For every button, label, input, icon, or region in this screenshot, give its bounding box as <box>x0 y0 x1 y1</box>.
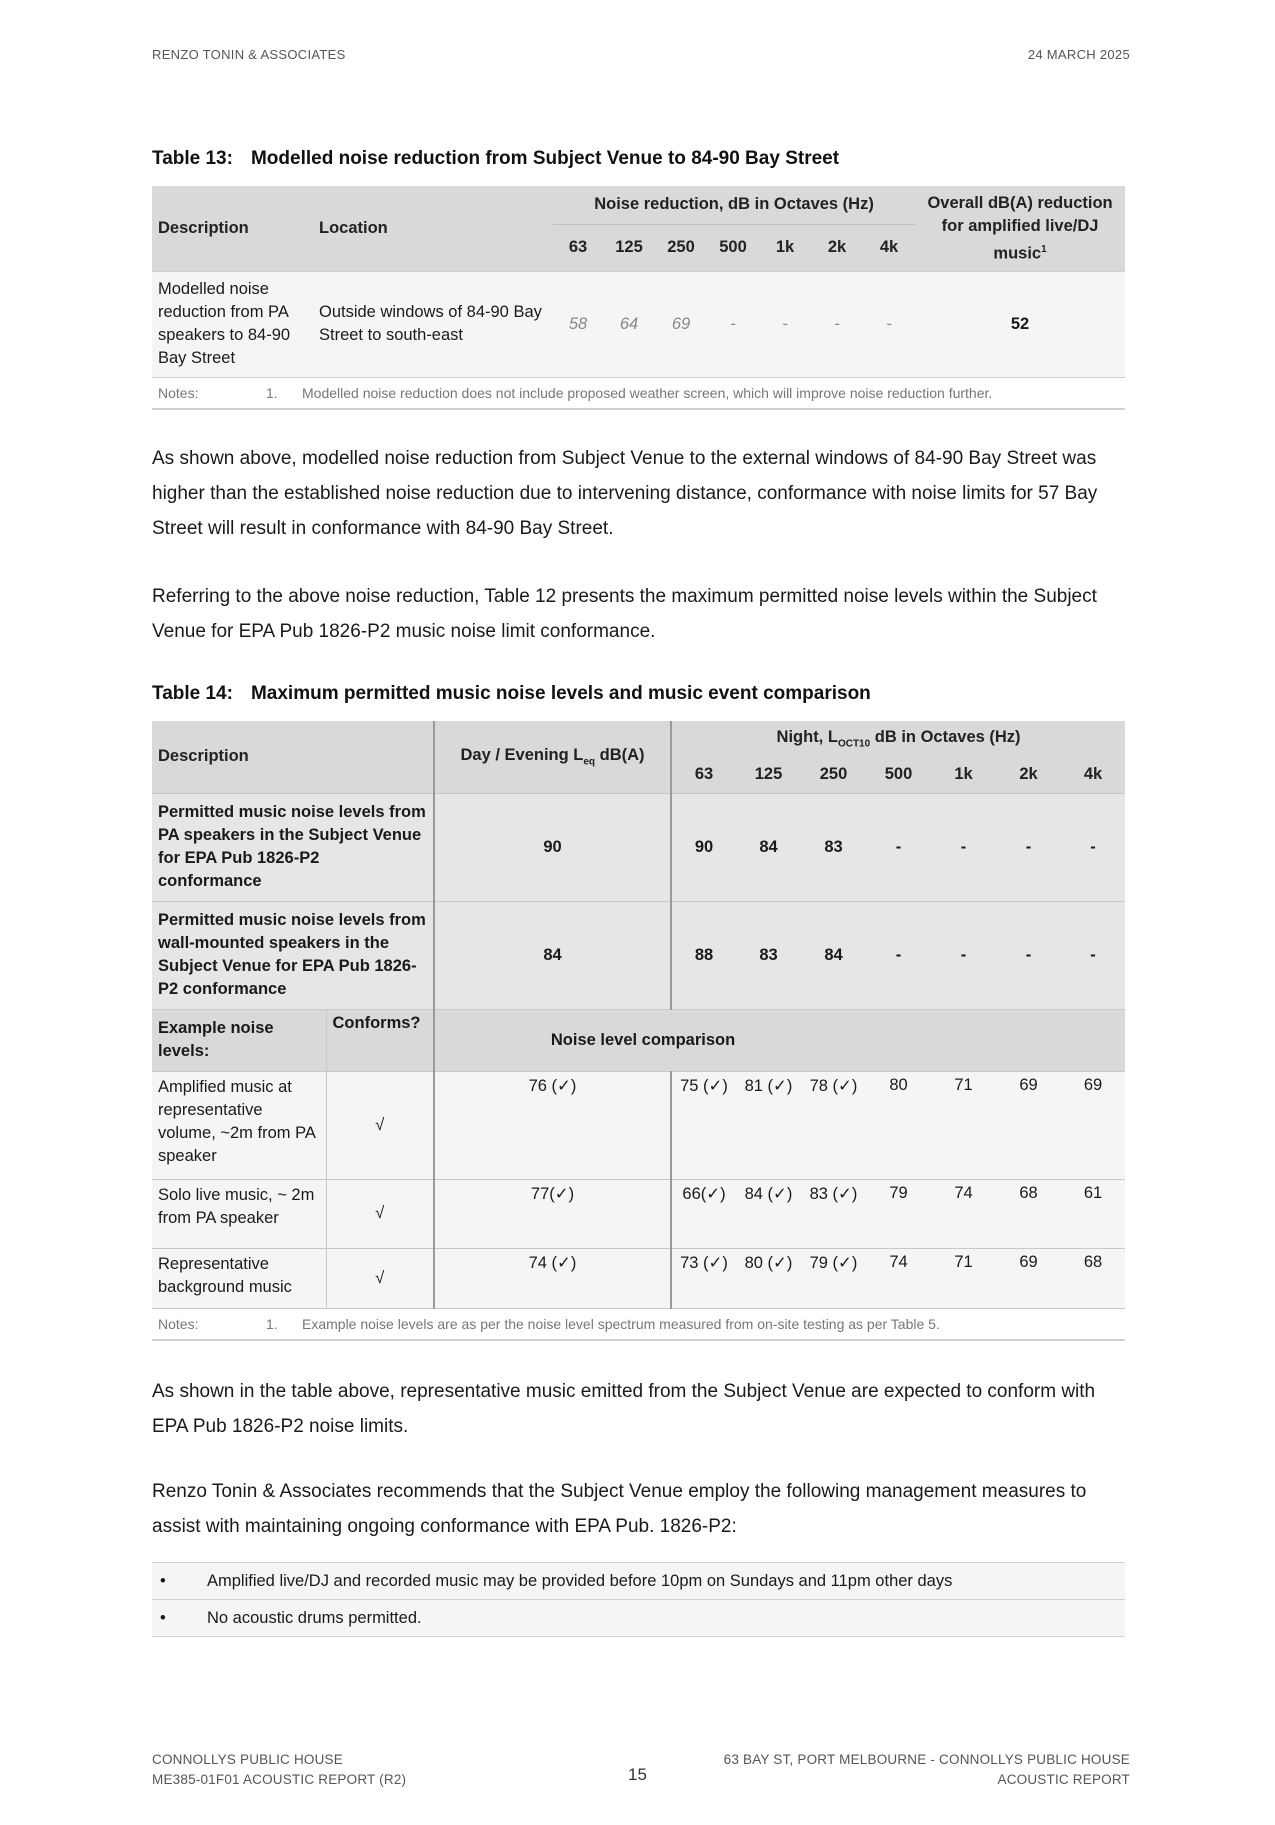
t14-header-night-unit: dB in Octaves (Hz) <box>870 727 1021 746</box>
t14-example-63: 73 (✓) <box>671 1248 736 1308</box>
t14-band-250: 250 <box>801 756 866 793</box>
t13-band-2k: 2k <box>811 224 863 271</box>
t14-band-4k: 4k <box>1061 756 1125 793</box>
bullet-icon: • <box>160 1608 166 1627</box>
paragraph-2: Referring to the above noise reduction, Table 12 presents the maximum permitted noise levels within the Subject Venue for EPA Pub 1826-P2 music noise limit conformance. <box>152 586 1097 642</box>
t14-permitted-63: 88 <box>671 901 736 1009</box>
t13-notes <box>152 377 1125 409</box>
t14-example-250: 78 (✓) <box>801 1071 866 1179</box>
t13-band-250: 250 <box>655 224 707 271</box>
t13-value-2k: - <box>811 271 863 377</box>
bullet-icon: • <box>160 1571 166 1590</box>
t14-header-day-unit: dB(A) <box>595 746 645 765</box>
t14-example-day: 74 (✓) <box>434 1248 671 1308</box>
t14-permitted-description: Permitted music noise levels from PA speakers in the Subject Venue for EPA Pub 1826-P2 conformance <box>152 793 434 901</box>
t14-header-night <box>671 721 1125 756</box>
t14-example-description: Representative background music <box>152 1248 326 1308</box>
t14-example-4k: 61 <box>1061 1179 1125 1248</box>
t14-header-day-text: Day / Evening L <box>460 746 584 765</box>
t14-example-1k: 71 <box>931 1071 996 1179</box>
table-row <box>152 1179 1125 1248</box>
t14-note-number: 1. <box>266 1315 278 1332</box>
t14-example-day: 77(✓) <box>434 1179 671 1248</box>
table13 <box>152 186 1125 410</box>
t13-value-63: 58 <box>553 271 603 377</box>
footer-address: 63 BAY ST, PORT MELBOURNE - CONNOLLYS PUBLIC HOUSE <box>723 1752 1130 1767</box>
t13-band-125: 125 <box>603 224 655 271</box>
page-header-date: 24 MARCH 2025 <box>1027 47 1130 62</box>
t14-permitted-250: 84 <box>801 901 866 1009</box>
table14 <box>152 721 1125 1341</box>
t14-notes-label: Notes: <box>158 1315 199 1332</box>
t13-band-4k: 4k <box>863 224 915 271</box>
t14-example-day: 76 (✓) <box>434 1071 671 1179</box>
t14-permitted-day: 84 <box>434 901 671 1009</box>
table-row <box>152 1248 1125 1308</box>
t14-permitted-description: Permitted music noise levels from wall-mounted speakers in the Subject Venue for EPA Pub 1826-P2 conformance <box>152 901 434 1009</box>
t14-example-500: 80 <box>866 1071 931 1179</box>
table-row <box>152 271 1125 377</box>
t14-example-description: Solo live music, ~ 2m from PA speaker <box>152 1179 326 1248</box>
list-item <box>152 1562 1125 1599</box>
t13-header-description: Description <box>152 186 313 271</box>
t13-notes-label: Notes: <box>158 384 199 401</box>
t14-band-125: 125 <box>736 756 801 793</box>
t13-band-63: 63 <box>553 224 603 271</box>
t14-permitted-500: - <box>866 793 931 901</box>
t13-header-location: Location <box>313 186 553 271</box>
page-header-company: RENZO TONIN & ASSOCIATES <box>152 47 346 62</box>
t14-permitted-125: 84 <box>736 793 801 901</box>
footer-report-id: ME385-01F01 ACOUSTIC REPORT (R2) <box>152 1772 407 1787</box>
footer-left <box>152 1750 406 1790</box>
t13-value-4k: - <box>863 271 915 377</box>
t14-permitted-2k: - <box>996 901 1061 1009</box>
t14-permitted-4k: - <box>1061 793 1125 901</box>
t13-header-band-group: Noise reduction, dB in Octaves (Hz) <box>553 186 915 224</box>
t13-value-1k: - <box>759 271 811 377</box>
t14-permitted-250: 83 <box>801 793 866 901</box>
t13-note-number: 1. <box>266 384 278 401</box>
table13-caption: Modelled noise reduction from Subject Venue to 84-90 Bay Street <box>250 148 840 169</box>
t13-header-overall <box>915 186 1125 271</box>
paragraph-3: As shown in the table above, representative music emitted from the Subject Venue are expected to conform with EPA Pub 1826-P2 noise limits. <box>152 1381 1096 1437</box>
list-item <box>152 1599 1125 1637</box>
t14-example-500: 74 <box>866 1248 931 1308</box>
t13-value-125: 64 <box>603 271 655 377</box>
table14-number: Table 14: <box>152 683 233 704</box>
t14-example-conforms: √ <box>326 1071 434 1179</box>
t14-permitted-500: - <box>866 901 931 1009</box>
table14-caption: Maximum permitted music noise levels and music event comparison <box>250 683 871 704</box>
t14-example-conforms: √ <box>326 1248 434 1308</box>
t13-band-1k: 1k <box>759 224 811 271</box>
t14-example-250: 83 (✓) <box>801 1179 866 1248</box>
t13-band-500: 500 <box>707 224 759 271</box>
t14-example-125: 81 (✓) <box>736 1071 801 1179</box>
t14-example-500: 79 <box>866 1179 931 1248</box>
t14-example-2k: 69 <box>996 1071 1061 1179</box>
t14-example-description: Amplified music at representative volume, ~2m from PA speaker <box>152 1071 326 1179</box>
t14-permitted-63: 90 <box>671 793 736 901</box>
table13-title <box>152 148 839 170</box>
t13-value-500: - <box>707 271 759 377</box>
t14-header-description: Description <box>152 721 434 793</box>
t14-example-250: 79 (✓) <box>801 1248 866 1308</box>
t14-band-500: 500 <box>866 756 931 793</box>
t13-value-250: 69 <box>655 271 707 377</box>
table-row <box>152 793 1125 901</box>
t14-example-2k: 69 <box>996 1248 1061 1308</box>
t14-permitted-1k: - <box>931 793 996 901</box>
t14-header-night-text: Night, L <box>776 727 838 746</box>
footer-project: CONNOLLYS PUBLIC HOUSE <box>152 1752 343 1767</box>
t14-permitted-1k: - <box>931 901 996 1009</box>
t13-note-text: Modelled noise reduction does not include proposed weather screen, which will improve noise reduction further. <box>302 384 993 401</box>
t14-permitted-125: 83 <box>736 901 801 1009</box>
t13-header-overall-sup: 1 <box>1041 243 1047 255</box>
t14-subheader-conforms: Conforms? <box>326 1009 434 1071</box>
paragraph-4: Renzo Tonin & Associates recommends that the Subject Venue employ the following management measures to assist with maintaining ongoing conformance with EPA Pub. 1826-P2: <box>152 1481 1087 1537</box>
page-number: 15 <box>628 1765 647 1784</box>
footer-report-type: ACOUSTIC REPORT <box>997 1772 1130 1787</box>
footer-right <box>724 1750 1130 1790</box>
t14-example-63: 75 (✓) <box>671 1071 736 1179</box>
table-row <box>152 1071 1125 1179</box>
t14-band-2k: 2k <box>996 756 1061 793</box>
measures-list <box>152 1562 1125 1637</box>
t14-subheader-comparison: Noise level comparison <box>434 1009 1125 1071</box>
t13-header-overall-text: Overall dB(A) reduction for amplified live/DJ music <box>927 193 1113 262</box>
t14-note-text: Example noise levels are as per the noise level spectrum measured from on-site testing as per Table 5. <box>302 1315 940 1332</box>
t14-header-day-sub: eq <box>583 756 596 768</box>
t14-example-4k: 68 <box>1061 1248 1125 1308</box>
t14-band-63: 63 <box>671 756 736 793</box>
t14-subheader <box>152 1009 1125 1071</box>
t14-permitted-2k: - <box>996 793 1061 901</box>
t14-example-2k: 68 <box>996 1179 1061 1248</box>
table14-title <box>152 683 871 705</box>
t14-header-day <box>434 721 671 793</box>
t14-example-4k: 69 <box>1061 1071 1125 1179</box>
t14-band-1k: 1k <box>931 756 996 793</box>
t14-header-night-sub: OCT10 <box>837 738 871 750</box>
t14-permitted-4k: - <box>1061 901 1125 1009</box>
t13-row-description: Modelled noise reduction from PA speakers to 84-90 Bay Street <box>152 271 313 377</box>
table-row <box>152 901 1125 1009</box>
t14-example-1k: 74 <box>931 1179 996 1248</box>
t14-example-125: 84 (✓) <box>736 1179 801 1248</box>
t13-row-location: Outside windows of 84-90 Bay Street to south-east <box>313 271 553 377</box>
t14-example-125: 80 (✓) <box>736 1248 801 1308</box>
t14-subheader-example: Example noise levels: <box>152 1009 326 1071</box>
t14-notes <box>152 1308 1125 1340</box>
list-item-text: No acoustic drums permitted. <box>207 1608 422 1627</box>
t13-value-overall: 52 <box>915 271 1125 377</box>
t14-example-conforms: √ <box>326 1179 434 1248</box>
t14-example-1k: 71 <box>931 1248 996 1308</box>
list-item-text: Amplified live/DJ and recorded music may be provided before 10pm on Sundays and 11pm other days <box>207 1571 953 1590</box>
t14-example-63: 66(✓) <box>671 1179 736 1248</box>
t14-permitted-day: 90 <box>434 793 671 901</box>
table13-number: Table 13: <box>152 148 233 169</box>
paragraph-1: As shown above, modelled noise reduction from Subject Venue to the external windows of 84-90 Bay Street was higher than the established noise reduction due to intervening distance, conformance with noise limits for 57 Bay Street will result in conformance with 84-90 Bay Street. <box>152 448 1098 539</box>
